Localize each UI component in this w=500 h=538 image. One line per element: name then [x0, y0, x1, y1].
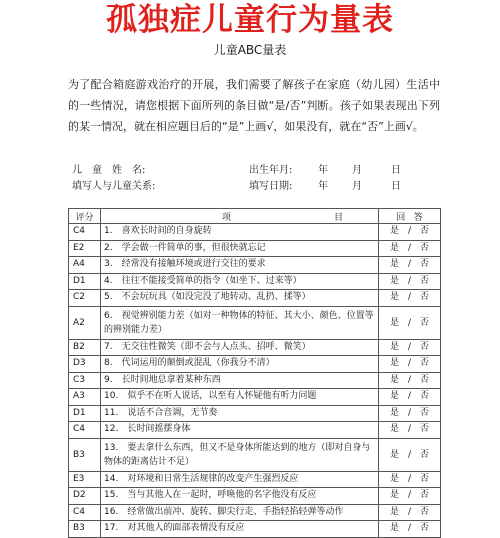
row-item: 1. 喜欢长时间的自身旋转: [101, 224, 379, 241]
day-label: 日: [391, 165, 401, 176]
table-row: [69, 290, 441, 307]
header-answer: 回 答: [379, 209, 441, 224]
table-row: [69, 405, 441, 422]
row-item: 15. 当与其他人在一起时，呼唤他的名字他没有反应: [101, 488, 379, 505]
table-row: [69, 240, 441, 257]
header-item: 项 目: [101, 209, 379, 224]
row-item: 8. 代词运用的颠倒或混乱（你我分不清）: [101, 356, 379, 373]
row-answer[interactable]: 是 / 否: [379, 471, 441, 488]
row-item: 2. 学会做一件简单的事，但很快就忘记: [101, 240, 379, 257]
row-answer[interactable]: 是 / 否: [379, 488, 441, 505]
row-score: C3: [69, 372, 101, 389]
row-item: 6. 视觉辨别能力差（如对一种物体的特征、其大小、颜色、位置等的辨别能力差）: [101, 306, 379, 339]
behavior-scale-table: [68, 208, 441, 538]
row-answer[interactable]: 是 / 否: [379, 372, 441, 389]
table-row: [69, 389, 441, 406]
table-row: [69, 224, 441, 241]
document-title: 孤独症儿童行为量表: [106, 2, 394, 38]
row-item: 17. 对其他人的面部表情没有反应: [101, 521, 379, 538]
day-label: 日: [391, 181, 401, 192]
row-answer[interactable]: 是 / 否: [379, 306, 441, 339]
row-score: B3: [69, 521, 101, 538]
row-answer[interactable]: 是 / 否: [379, 422, 441, 439]
row-score: B3: [69, 438, 101, 471]
document-subtitle: 儿童ABC量表: [213, 43, 287, 57]
table-row: [69, 356, 441, 373]
table-row: [69, 372, 441, 389]
form-info-row-2: [0, 180, 500, 194]
intro-paragraph: 为了配合箱庭游戏治疗的开展，我们需要了解孩子在家庭（幼儿园）生活中的一些情况，请您根据下面所列的条目做“是/否”判断。孩子如果表现出下列的某一情况，就在相应题目后的“是”上画√，如果没有，就在“否”上画√。: [68, 78, 440, 133]
row-score: D3: [69, 356, 101, 373]
table-header-row: [69, 209, 441, 224]
row-answer[interactable]: 是 / 否: [379, 240, 441, 257]
month-label: 月: [352, 165, 362, 176]
row-answer[interactable]: 是 / 否: [379, 356, 441, 373]
table-row: [69, 339, 441, 356]
row-score: D1: [69, 405, 101, 422]
row-item: 13. 要去拿什么东西，但又不是身体所能达到的地方（即对自身与物体的距离估计不足）: [101, 438, 379, 471]
child-name-label: 儿 童 姓 名:: [72, 165, 146, 176]
row-answer[interactable]: 是 / 否: [379, 504, 441, 521]
filler-relation-label: 填写人与儿童关系:: [72, 181, 156, 192]
row-score: D1: [69, 273, 101, 290]
row-item: 4. 往往不能接受简单的指令（如坐下、过来等）: [101, 273, 379, 290]
birth-date-label: 出生年月:: [249, 165, 293, 176]
row-item: 14. 对环境和日常生活规律的改变产生强烈反应: [101, 471, 379, 488]
header-score: 评分: [69, 209, 101, 224]
year-label: 年: [318, 165, 328, 176]
row-item: 7. 无交往性微笑（即不会与人点头、招呼、微笑）: [101, 339, 379, 356]
row-item: 16. 经常做出前冲、旋转、脚尖行走、手指轻掐轻弹等动作: [101, 504, 379, 521]
month-label: 月: [352, 181, 362, 192]
table-row: [69, 273, 441, 290]
row-answer[interactable]: 是 / 否: [379, 273, 441, 290]
fill-date-label: 填写日期:: [249, 181, 293, 192]
form-info-row-1: [0, 164, 500, 178]
row-item: 10. 似乎不在听人说话，以至有人怀疑他有听力问题: [101, 389, 379, 406]
row-score: C4: [69, 504, 101, 521]
row-score: C4: [69, 224, 101, 241]
row-item: 12. 长时间摇摆身体: [101, 422, 379, 439]
row-answer[interactable]: 是 / 否: [379, 389, 441, 406]
table-row: [69, 257, 441, 274]
row-answer[interactable]: 是 / 否: [379, 224, 441, 241]
table-row: [69, 504, 441, 521]
row-item: 3. 经常没有接触环境或进行交往的要求: [101, 257, 379, 274]
row-score: C4: [69, 422, 101, 439]
row-score: D2: [69, 488, 101, 505]
year-label: 年: [318, 181, 328, 192]
row-answer[interactable]: 是 / 否: [379, 290, 441, 307]
row-item: 11. 说话不合音调，无节奏: [101, 405, 379, 422]
row-answer[interactable]: 是 / 否: [379, 339, 441, 356]
row-score: A3: [69, 389, 101, 406]
row-item: 5. 不会玩玩具（如没完没了地转动、乱扔、揉等）: [101, 290, 379, 307]
row-score: A4: [69, 257, 101, 274]
row-answer[interactable]: 是 / 否: [379, 438, 441, 471]
table-row: [69, 438, 441, 471]
row-answer[interactable]: 是 / 否: [379, 257, 441, 274]
row-answer[interactable]: 是 / 否: [379, 521, 441, 538]
table-row: [69, 471, 441, 488]
row-answer[interactable]: 是 / 否: [379, 405, 441, 422]
row-score: C2: [69, 290, 101, 307]
table-row: [69, 488, 441, 505]
row-score: A2: [69, 306, 101, 339]
row-score: B2: [69, 339, 101, 356]
row-score: E2: [69, 240, 101, 257]
table-row: [69, 521, 441, 538]
table-row: [69, 422, 441, 439]
table-row: [69, 306, 441, 339]
row-score: E3: [69, 471, 101, 488]
row-item: 9. 长时间地总拿着某种东西: [101, 372, 379, 389]
